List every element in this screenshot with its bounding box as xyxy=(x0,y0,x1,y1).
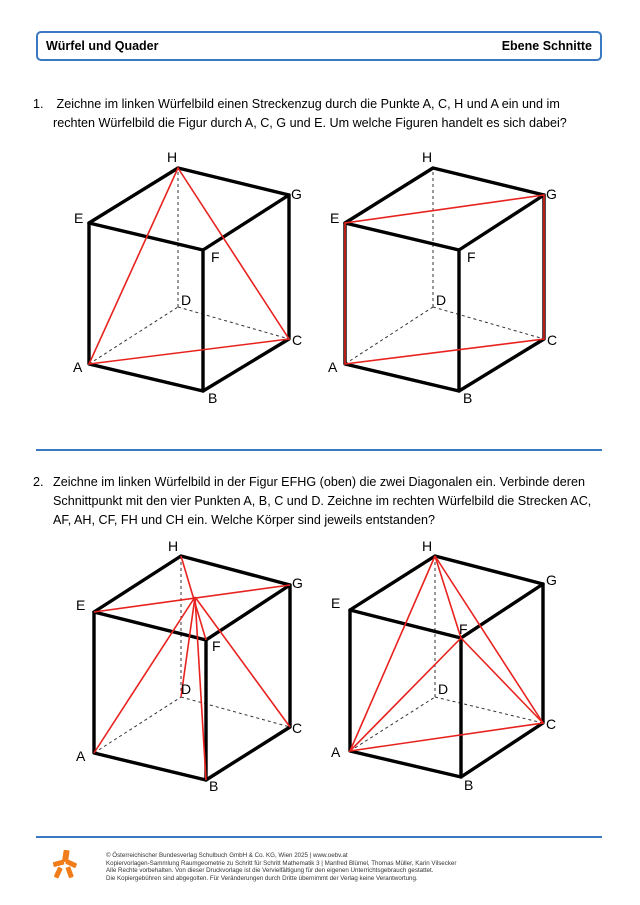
oebv-logo-icon xyxy=(50,848,80,880)
label-h: H xyxy=(422,149,433,165)
label-f: F xyxy=(211,249,220,265)
label-e: E xyxy=(74,210,84,226)
header-topic: Würfel und Quader xyxy=(46,39,159,53)
cube-4 xyxy=(331,538,557,793)
label-g: G xyxy=(292,575,303,591)
question-2-line-1: Zeichne im linken Würfelbild in der Figur EFHG (oben) die zwei Diagonalen ein. Verbinde deren xyxy=(53,475,586,489)
label-d: D xyxy=(181,681,192,697)
label-g: G xyxy=(546,572,557,588)
label-e: E xyxy=(330,210,340,226)
label-c: C xyxy=(292,332,303,348)
footer-line-3: Alle Rechte vorbehalten. Von dieser Druckvorlage ist die Vervielfältigung für den eigenen Unterrichtsgebrauch gestattet. xyxy=(106,867,434,875)
question-1-line-1: Zeichne im linken Würfelbild einen Streckenzug durch die Punkte A, C, H und A ein und im xyxy=(53,97,560,111)
label-b: B xyxy=(209,778,219,794)
label-h: H xyxy=(167,149,178,165)
label-e: E xyxy=(76,597,86,613)
question-1-number: 1. xyxy=(33,97,44,111)
footer-line-4: Die Kopiergebühren sind abgegolten. Für Veränderungen durch Dritte übernimmt der Verlag keine Verantwortung. xyxy=(106,874,418,882)
label-b: B xyxy=(464,777,474,793)
label-a: A xyxy=(331,744,341,760)
footer-line-1: © Österreichischer Bundesverlag Schulbuch GmbH & Co. KG, Wien 2025 | www.oebv.at xyxy=(106,852,348,859)
footer-line-2: Kopiervorlagen-Sammlung Raumgeometrie zu Schritt für Schritt Mathematik 3 | Manfred Blümel, Thomas Müller, Karin Vilsecker xyxy=(106,859,457,867)
label-d: D xyxy=(181,292,192,308)
label-d: D xyxy=(436,292,447,308)
label-a: A xyxy=(76,748,86,764)
label-c: C xyxy=(547,332,558,348)
footer-copyright xyxy=(106,852,586,882)
label-h: H xyxy=(422,538,433,554)
label-g: G xyxy=(291,186,302,202)
label-e: E xyxy=(331,595,341,611)
label-h: H xyxy=(168,538,179,554)
question-2-number: 2. xyxy=(33,475,44,489)
header-subtopic: Ebene Schnitte xyxy=(501,39,592,53)
label-c: C xyxy=(546,716,557,732)
cube-2 xyxy=(328,149,557,406)
label-a: A xyxy=(73,359,83,375)
label-f: F xyxy=(212,638,221,654)
label-b: B xyxy=(463,390,473,406)
label-d: D xyxy=(438,681,449,697)
label-f: F xyxy=(459,621,468,637)
cube-3 xyxy=(76,538,303,794)
label-a: A xyxy=(328,359,338,375)
label-b: B xyxy=(208,390,218,406)
question-1-line-2: rechten Würfelbild die Figur durch A, C, G und E. Um welche Figuren handelt es sich dabei? xyxy=(53,116,567,130)
label-f: F xyxy=(467,249,476,265)
cube-1 xyxy=(73,149,302,406)
question-2-line-3: AF, AH, CF, FH und CH ein. Welche Körper sind jeweils entstanden? xyxy=(53,513,435,527)
question-2-line-2: Schnittpunkt mit den vier Punkten A, B, C und D. Zeichne im rechten Würfelbild die Strecken AC, xyxy=(53,494,592,508)
label-g: G xyxy=(546,186,557,202)
label-c: C xyxy=(292,720,303,736)
